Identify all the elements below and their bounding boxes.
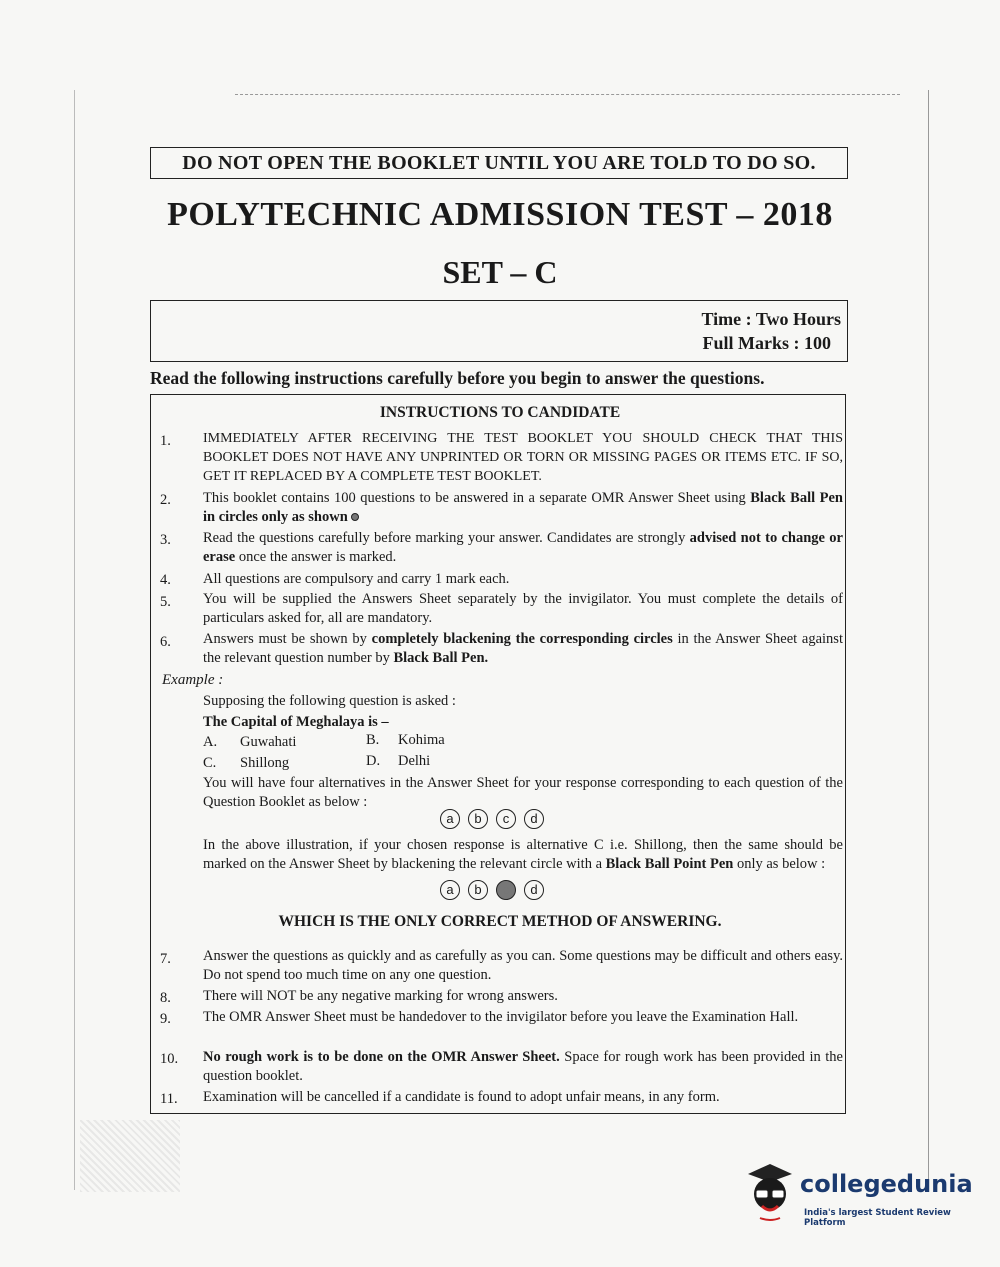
instruction-item-10: No rough work is to be done on the OMR Answer Sheet. Space for rough work has been provided in the question booklet. [203,1049,843,1084]
item-number: 1. [160,433,171,449]
option-c-label: C. [203,755,217,771]
logo-brand: collegedunia [800,1170,973,1198]
marks-text: Full Marks : 100 [702,333,831,353]
instruction-item-3: Read the questions carefully before marking your answer. Candidates are strongly advised not to change or erase once the answer is marked. [203,530,843,565]
answer-bubbles-marked [440,880,552,900]
correct-method-heading: WHICH IS THE ONLY CORRECT METHOD OF ANSWERING. [278,913,722,930]
item-number: 2. [160,492,171,508]
collegedunia-logo [742,1160,973,1230]
scan-left-edge [74,90,75,1190]
warning-banner: DO NOT OPEN THE BOOKLET UNTIL YOU ARE TOLD TO DO SO. [150,147,848,179]
set-label: SET – C [442,254,558,290]
option-d-label: D. [366,753,381,769]
instruction-item-5: You will be supplied the Answers Sheet separately by the invigilator. You must complete the details of particulars asked for, all are mandatory. [203,591,843,626]
bubble-d: d [524,809,544,829]
item-number: 4. [160,572,171,588]
instructions-heading: INSTRUCTIONS TO CANDIDATE [379,404,621,421]
filled-dot-icon [351,513,359,521]
read-instructions-line: Read the following instructions carefully before you begin to answer the questions. [150,368,765,388]
bubble-b: b [468,809,488,829]
option-d-text: Delhi [398,753,431,769]
page-title: POLYTECHNIC ADMISSION TEST – 2018 [167,196,833,233]
alternatives-text: You will have four alternatives in the Answer Sheet for your response corresponding to each question of the Question Booklet as below : [203,775,843,810]
example-question: The Capital of Meghalaya is – [203,714,389,730]
option-c-text: Shillong [240,755,290,771]
example-label: Example : [162,672,224,688]
item-number: 10. [160,1051,179,1067]
item-number: 7. [160,951,171,967]
option-b-text: Kohima [398,732,445,748]
bubble-a: a [440,880,460,900]
bubble-d: d [524,880,544,900]
scan-top-line [235,94,900,95]
bubble-c-filled: c [496,880,516,900]
instruction-item-7: Answer the questions as quickly and as carefully as you can. Some questions may be difficult and others easy. Do not spend too much time on any one question. [203,948,843,983]
option-a-text: Guwahati [240,734,297,750]
item-number: 6. [160,634,171,650]
item-number: 9. [160,1011,171,1027]
item-number: 11. [160,1091,178,1107]
time-marks-box [150,300,848,362]
option-b-label: B. [366,732,380,748]
instruction-item-6: Answers must be shown by completely blackening the corresponding circles in the Answer Sheet against the relevant question number by Black Ball Pen. [203,631,843,666]
logo-tagline: India's largest Student Review Platform [804,1208,951,1228]
example-intro: Supposing the following question is asked : [203,693,456,709]
scan-right-edge [928,90,929,1190]
item-number: 3. [160,532,171,548]
instruction-item-4: All questions are compulsory and carry 1 mark each. [203,571,510,587]
time-text: Time : Two Hours [701,309,841,329]
instruction-item-11: Examination will be cancelled if a candidate is found to adopt unfair means, in any form. [203,1089,720,1105]
marked-illustration-text: In the above illustration, if your chosen response is alternative C i.e. Shillong, then the same should be marked on the Answer Sheet by blackening the relevant circle with a Black Ball Point Pen only as below : [203,837,843,872]
answer-bubbles-empty [440,809,552,829]
bubble-b: b [468,880,488,900]
instruction-item-9: The OMR Answer Sheet must be handedover to the invigilator before you leave the Examination Hall. [203,1009,799,1025]
instruction-item-1: IMMEDIATELY AFTER RECEIVING THE TEST BOOKLET YOU SHOULD CHECK THAT THIS BOOKLET DOES NOT HAVE ANY UNPRINTED OR TORN OR MISSING PAGES OR ITEMS ETC. IF SO, GET IT REPLACED BY A COMPLETE TEST BOOKLET. [203,431,843,484]
instruction-item-8: There will NOT be any negative marking for wrong answers. [203,988,558,1004]
scan-noise [80,1120,180,1192]
bubble-a: a [440,809,460,829]
item-number: 8. [160,990,171,1006]
mascot-icon [742,1160,798,1224]
item-number: 5. [160,594,171,610]
option-a-label: A. [203,734,218,750]
bubble-c: c [496,809,516,829]
instruction-item-2: This booklet contains 100 questions to be answered in a separate OMR Answer Sheet using Black Ball Pen in circles only as shown [203,490,843,525]
